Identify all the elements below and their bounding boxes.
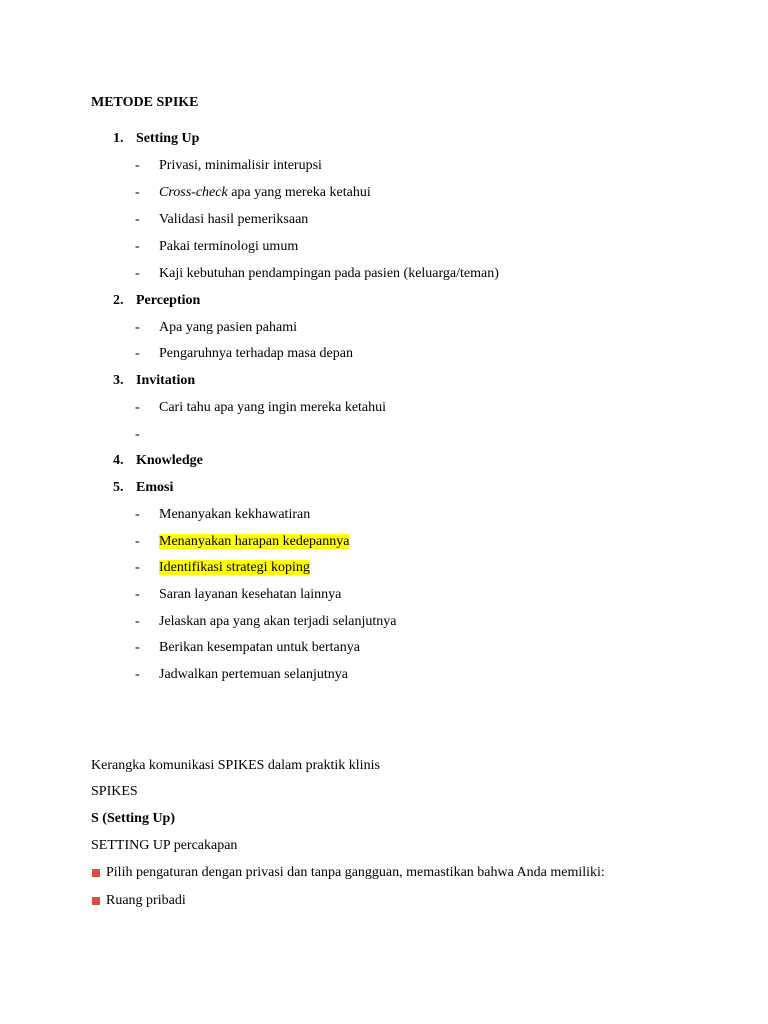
subsection-heading: S (Setting Up)	[91, 811, 176, 826]
section-number: 1.	[113, 131, 124, 146]
highlighted-text: Identifikasi strategi koping	[159, 560, 310, 575]
section-number: 3.	[113, 373, 124, 388]
dash-marker: -	[135, 534, 140, 549]
dash-marker: -	[135, 346, 140, 361]
italic-term: Cross-check	[159, 185, 228, 200]
dash-marker: -	[135, 158, 140, 173]
list-item: Kaji kebutuhan pendampingan pada pasien (keluarga/teman)	[159, 266, 499, 281]
intro-text: Kerangka komunikasi SPIKES dalam praktik klinis	[91, 758, 380, 773]
dash-marker: -	[135, 427, 140, 442]
list-item: Pengaruhnya terhadap masa depan	[159, 346, 353, 361]
list-item: Saran layanan kesehatan lainnya	[159, 587, 342, 602]
section-heading: Invitation	[136, 373, 196, 388]
dash-marker: -	[135, 212, 140, 227]
list-item-highlighted	[159, 559, 310, 577]
square-bullet-icon	[92, 869, 100, 877]
dash-marker: -	[135, 507, 140, 522]
dash-marker: -	[135, 640, 140, 655]
section-heading: Perception	[136, 293, 201, 308]
dash-marker: -	[135, 185, 140, 200]
square-bullet-icon	[92, 897, 100, 905]
dash-marker: -	[135, 614, 140, 629]
dash-marker: -	[135, 400, 140, 415]
bullet-item: Ruang pribadi	[106, 893, 186, 908]
section-number: 4.	[113, 453, 124, 468]
section-number: 2.	[113, 293, 124, 308]
bullet-item: Pilih pengaturan dengan privasi dan tanpa gangguan, memastikan bahwa Anda memiliki:	[106, 865, 605, 880]
spikes-label: SPIKES	[91, 784, 138, 799]
dash-marker: -	[135, 560, 140, 575]
section-heading: Emosi	[136, 480, 174, 495]
list-item-highlighted	[159, 533, 349, 551]
list-item: Berikan kesempatan untuk bertanya	[159, 640, 360, 655]
setting-text: SETTING UP percakapan	[91, 838, 238, 853]
list-item: Jadwalkan pertemuan selanjutnya	[159, 667, 348, 682]
item-rest: apa yang mereka ketahui	[227, 185, 371, 200]
dash-marker: -	[135, 239, 140, 254]
highlighted-text: Menanyakan harapan kedepannya	[159, 534, 350, 549]
dash-marker: -	[135, 667, 140, 682]
list-item: Jelaskan apa yang akan terjadi selanjutnya	[159, 614, 397, 629]
section-heading: Setting Up	[136, 131, 200, 146]
list-item: Validasi hasil pemeriksaan	[159, 212, 309, 227]
dash-marker: -	[135, 587, 140, 602]
list-item: Menanyakan kekhawatiran	[159, 507, 311, 522]
section-heading: Knowledge	[136, 453, 203, 468]
list-item: Apa yang pasien pahami	[159, 320, 298, 335]
list-item: Privasi, minimalisir interupsi	[159, 158, 322, 173]
section-number: 5.	[113, 480, 124, 495]
list-item: Cari tahu apa yang ingin mereka ketahui	[159, 400, 387, 415]
dash-marker: -	[135, 320, 140, 335]
dash-marker: -	[135, 266, 140, 281]
doc-title: METODE SPIKE	[91, 95, 199, 110]
list-item: Pakai terminologi umum	[159, 239, 299, 254]
list-item	[159, 184, 371, 202]
